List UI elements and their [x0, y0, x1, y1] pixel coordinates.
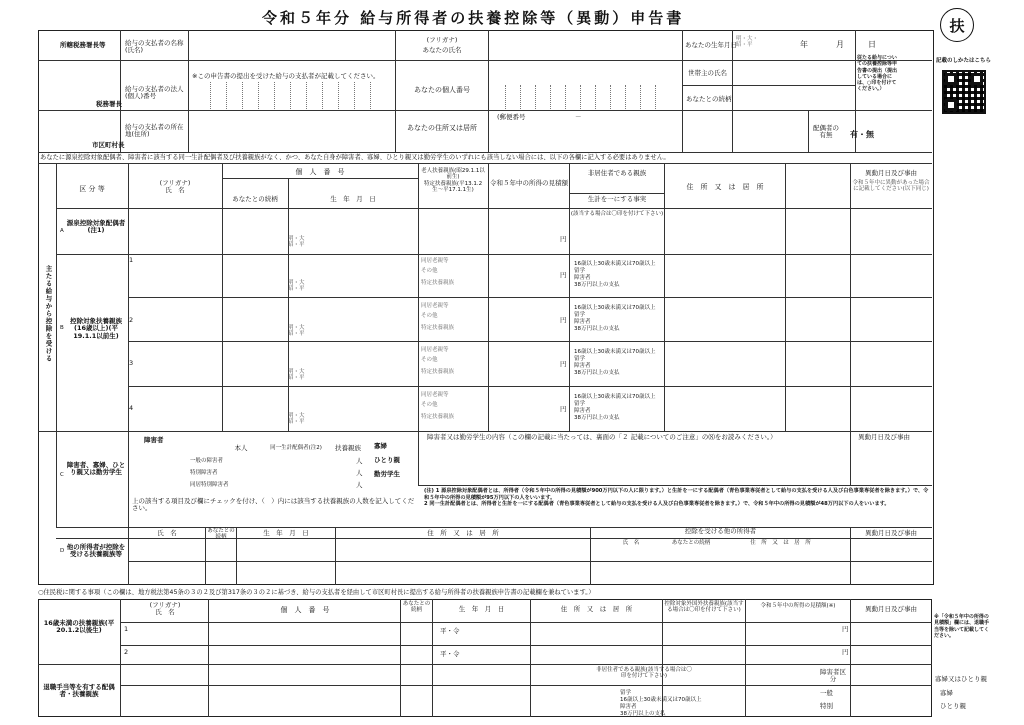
- row-a-name-field[interactable]: [130, 212, 220, 252]
- dep-check[interactable]: 同居老親等: [421, 392, 449, 398]
- postal-dash: －: [575, 113, 582, 121]
- payer-number-note: ※この申告書の提出を受けた給与の支払者が記載してください。: [192, 72, 380, 80]
- c-col: 扶養親族: [335, 444, 361, 452]
- c-check[interactable]: ひとり親: [374, 456, 400, 464]
- your-number-label: あなたの個人番号: [414, 86, 470, 94]
- res-era: 平・令: [440, 627, 460, 635]
- nonres-check[interactable]: 38万円以上の支払: [574, 370, 620, 376]
- col-category: 区 分 等: [79, 185, 105, 193]
- c-col: 同一生計配偶者(注2): [270, 445, 322, 451]
- row-b-yen: 円: [560, 360, 567, 368]
- nonres-check[interactable]: 留学: [574, 356, 586, 362]
- row-b-yen: 円: [560, 316, 567, 324]
- row-a-yen: 円: [560, 235, 567, 243]
- row-b-yen: 円: [560, 271, 567, 279]
- dep-check[interactable]: その他: [421, 402, 438, 408]
- nonres-check[interactable]: 16歳以上30歳未満又は70歳以上: [574, 394, 656, 400]
- col-change: 異動月日及び事由: [865, 169, 917, 177]
- res-col: 控除対象外国外扶養親族(該当する場合は〇印を付けて下さい): [664, 601, 744, 614]
- res-col: 住 所 又 は 居 所: [560, 605, 633, 613]
- d-sub: あなたとの続柄: [671, 540, 711, 546]
- dep-check[interactable]: 同居老親等: [421, 303, 449, 309]
- nonres-check[interactable]: 障害者: [574, 408, 591, 414]
- res-col: 異動月日及び事由: [865, 605, 917, 613]
- row-b-era: 明・大 昭・平: [288, 413, 305, 426]
- dep-check[interactable]: 同居老親等: [421, 258, 449, 264]
- dep-check[interactable]: 特定扶養親族: [421, 414, 455, 420]
- col-change-note: 令和５年中に異動があった場合に記載してください(以下同じ): [852, 180, 930, 193]
- nonres2-check[interactable]: 38万円以上の支払: [620, 711, 666, 717]
- relation-label: あなたとの続柄: [686, 95, 732, 103]
- c-notes: (注) 1 源泉控除対象配偶者とは、所得者（令和５年中の所得の見積額が900万円以下の人に限ります。）と生計を一にする配偶者（青色事業専従者として給与の支払を受ける人及び白色事業専従者を除きます。）で、令和５年中の所得の見積額が95万円以下の人をいいます。 2 同一生計配偶者とは、所得者と生計を一にする配偶者（青色事業専従者として給与の支払を受ける人及び白色事業専従者を除きます。）で、令和５年中の所得の見積額が48万円以下の人をいいます。: [424, 488, 929, 507]
- form-title: 令和５年分 給与所得者の扶養控除等（異動）申告書: [262, 9, 685, 27]
- d-sub: 住 所 又 は 居 所: [750, 540, 811, 546]
- resident-row2-label: 退職手当等を有する配偶者・扶養親族: [43, 683, 115, 699]
- row-b-num: 1: [129, 256, 134, 264]
- nonres2-check[interactable]: 16歳以上30歳未満又は70歳以上: [620, 697, 702, 703]
- nonres2-check[interactable]: 障害者: [620, 704, 637, 710]
- qr-finder-icon: [945, 73, 957, 85]
- nonres-check[interactable]: 障害者: [574, 275, 591, 281]
- city-suffix: 市区町村長: [92, 141, 125, 149]
- res-col: (フリガナ) 氏 名: [149, 601, 181, 617]
- nonres-check[interactable]: 38万円以上の支払: [574, 326, 620, 332]
- row-c-label: 障害者、寡婦、ひとり親又は勤労学生: [66, 461, 126, 477]
- row-b-num: 4: [129, 404, 134, 412]
- dep-check[interactable]: その他: [421, 313, 438, 319]
- res-col: あなたとの続柄: [402, 601, 431, 614]
- c-unit: 人: [356, 481, 363, 489]
- res-row-num: 1: [124, 625, 129, 633]
- row-d-marker: D: [60, 548, 65, 554]
- postal-label: (郵便番号: [497, 113, 526, 121]
- row-b-marker: B: [60, 325, 64, 331]
- spouse-value[interactable]: 有・無: [850, 130, 874, 139]
- birthdate-label: あなたの生年月日: [685, 41, 737, 49]
- dep-check[interactable]: 特定扶養親族: [421, 369, 455, 375]
- era-marks: 明・大・昭・平: [736, 36, 759, 49]
- d-col: 氏 名: [157, 529, 177, 537]
- res-col: 令和５年中の所得の見積額(※): [760, 603, 836, 609]
- c-change: 異動月日及び事由: [858, 433, 910, 441]
- col-elderly: 老人扶養親族(昭29.1.1以前生) 特定扶養親族(平13.1.2生〜平17.1.1生): [421, 168, 485, 193]
- res-yen: 円: [842, 625, 849, 633]
- c-row: 特別障害者: [190, 470, 218, 476]
- row-a-marker: A: [60, 228, 64, 234]
- seal-char: 扶: [949, 16, 965, 35]
- row-b-num: 2: [129, 316, 134, 324]
- c-disabled-label[interactable]: 障害者: [144, 436, 164, 444]
- qr-finder-icon: [971, 73, 983, 85]
- row-b-era: 明・大 昭・平: [288, 325, 305, 338]
- nonres-check[interactable]: 16歳以上30歳未満又は70歳以上: [574, 261, 656, 267]
- d-col: 住 所 又 は 居 所: [427, 529, 499, 537]
- furigana-label: (フリガナ): [426, 36, 458, 44]
- householder-name-label: 世帯主の氏名: [688, 69, 727, 77]
- qr-label: 記載のしかたはこちら: [936, 58, 992, 64]
- payer-name-label: 給与の支払者の名称(氏名): [125, 39, 184, 55]
- c-check[interactable]: 勤労学生: [374, 470, 400, 478]
- col-income: 令和５年中の所得の見積額: [490, 179, 568, 187]
- col-name: (フリガナ) 氏 名: [159, 179, 191, 195]
- dep-check[interactable]: 特定扶養親族: [421, 280, 455, 286]
- c-unit: 人: [356, 469, 363, 477]
- kubun-check[interactable]: 特別: [820, 702, 833, 710]
- qr-finder-icon: [945, 99, 957, 111]
- row-b-yen: 円: [560, 405, 567, 413]
- col-relation: あなたとの続柄: [232, 195, 278, 203]
- nonres-check[interactable]: 38万円以上の支払: [574, 415, 620, 421]
- col-address: 住 所 又 は 居 所: [686, 183, 764, 191]
- resident-row1-label: 16歳未満の扶養親族(平20.1.2以後生): [43, 619, 115, 635]
- your-name-label: あなたの氏名: [422, 46, 462, 54]
- nonres-check[interactable]: 障害者: [574, 319, 591, 325]
- nonres-check[interactable]: 留学: [574, 401, 586, 407]
- c-col: 本人: [234, 444, 248, 452]
- row-d-label: 他の所得者が控除を受ける扶養親族等: [66, 543, 126, 559]
- resident-title: ○住民税に関する事項（この欄は、地方税法第45条の３の２及び第317条の３の２に基づき、給与の支払者を経由して市区町村長に提出する給与所得者の扶養親族申告書の記載欄を兼ねています。）: [38, 589, 595, 596]
- tax-office-label: 所轄税務署長等: [60, 41, 106, 49]
- your-name-field[interactable]: [490, 32, 681, 59]
- month-label: 月: [836, 40, 844, 49]
- kubun-check[interactable]: 一般: [820, 689, 833, 697]
- dep-check[interactable]: その他: [421, 357, 438, 363]
- form-seal: [940, 8, 974, 42]
- row-a-era: 明・大 昭・平: [288, 236, 305, 249]
- res-row-num: 2: [124, 648, 129, 656]
- day-label: 日: [868, 40, 876, 49]
- nonres2-label: 非居住者である親族(該当する場合は〇印を付けて下さい): [596, 667, 692, 680]
- your-number-field[interactable]: [490, 62, 681, 109]
- nonres-check[interactable]: 16歳以上30歳未満又は70歳以上: [574, 349, 656, 355]
- d-col: 控除を受ける他の所得者: [684, 527, 757, 535]
- d-col: あなたとの続柄: [207, 528, 235, 541]
- c-unit: 人: [356, 457, 363, 465]
- col-nonresident: 非居住者である親族: [587, 169, 647, 177]
- row-b-era: 明・大 昭・平: [288, 369, 305, 382]
- d-col: 生 年 月 日: [263, 529, 309, 537]
- dep-check[interactable]: その他: [421, 268, 438, 274]
- spouse-label: 配偶者の有無: [813, 124, 839, 140]
- resident-side-note: ※「令和５年中の所得の見積額」欄には、退職手当等を除いて記載してください。: [934, 614, 990, 639]
- row-b-label: 控除対象扶養親族(16歳以上)(平19.1.1以前生): [70, 317, 122, 340]
- row-a-label: 源泉控除対象配偶者(注1): [66, 219, 126, 235]
- col-living-note: (該当する場合は〇印を付けて下さい): [570, 211, 664, 217]
- row-a-number-field[interactable]: [224, 212, 416, 232]
- main-side-label: 主たる給与から控除を受ける: [44, 265, 53, 363]
- nonres-check[interactable]: 障害者: [574, 363, 591, 369]
- householder-name-field[interactable]: [734, 62, 854, 84]
- col-birthdate: 生 年 月 日: [330, 195, 376, 203]
- change-label: 寡婦又はひとり親: [935, 675, 987, 683]
- your-address-field[interactable]: [490, 122, 681, 150]
- dep-check[interactable]: 同居老親等: [421, 347, 449, 353]
- nonres-check[interactable]: 留学: [574, 312, 586, 318]
- nonres-check[interactable]: 16歳以上30歳未満又は70歳以上: [574, 305, 656, 311]
- row-c-marker: C: [60, 472, 64, 478]
- c-detail: 障害者又は勤労学生の内容（この欄の記載に当たっては、裏面の「２ 記載についてのご注意」の⑻をお読みください。）: [427, 433, 777, 441]
- payer-number-field[interactable]: [190, 82, 394, 109]
- res-yen: 円: [842, 648, 849, 656]
- c-row: 一般の障害者: [190, 458, 224, 464]
- res-era: 平・令: [440, 650, 460, 658]
- payer-address-field[interactable]: [190, 112, 394, 150]
- col-number: 個 人 番 号: [295, 168, 345, 176]
- change-check[interactable]: 寡婦: [940, 689, 953, 697]
- dep-check[interactable]: 特定扶養親族: [421, 325, 455, 331]
- res-col: 個 人 番 号: [280, 606, 330, 614]
- change-check[interactable]: ひとり親: [940, 702, 966, 710]
- tax-office-suffix: 税務署長: [96, 100, 122, 108]
- nonres-check[interactable]: 留学: [574, 268, 586, 274]
- year-label: 年: [800, 40, 808, 49]
- relation-field[interactable]: [734, 87, 854, 109]
- res-col: 生 年 月 日: [458, 605, 505, 613]
- col-living: 生計を一にする事実: [587, 195, 647, 203]
- c-row: 同居特別障害者: [190, 482, 229, 488]
- c-footer: 上の該当する項目及び欄にチェックを付け、（ ）内には該当する扶養親族の人数を記入してください。: [132, 497, 415, 513]
- nonres2-check[interactable]: 留学: [620, 690, 632, 696]
- your-address-label: あなたの住所又は居所: [407, 124, 477, 132]
- row-b-era: 明・大 昭・平: [288, 280, 305, 293]
- kubun-label: 障害者区分: [820, 668, 846, 684]
- c-check[interactable]: 寡婦: [374, 442, 387, 450]
- nonres-check[interactable]: 38万円以上の支払: [574, 282, 620, 288]
- d-col: 異動月日及び事由: [865, 529, 917, 537]
- payer-number-label: 給与の支払者の法人(個人)番号: [125, 85, 184, 101]
- payer-name-field[interactable]: [190, 32, 394, 59]
- lead-text: あなたに源泉控除対象配偶者、障害者に該当する同一生計配偶者及び扶養親族がなく、かつ、あなた自身が障害者、寡婦、ひとり親又は勤労学生のいずれにも該当しない場合には、以下の各欄に記入する必要はありません。: [40, 154, 670, 161]
- side-note: 従たる給与についての扶養控除等申告書の提出（提出している場合には、○印を付けてください。）: [857, 55, 898, 93]
- row-b-num: 3: [129, 359, 134, 367]
- d-sub: 氏 名: [622, 540, 640, 546]
- payer-address-label: 給与の支払者の所在地(住所): [125, 123, 184, 139]
